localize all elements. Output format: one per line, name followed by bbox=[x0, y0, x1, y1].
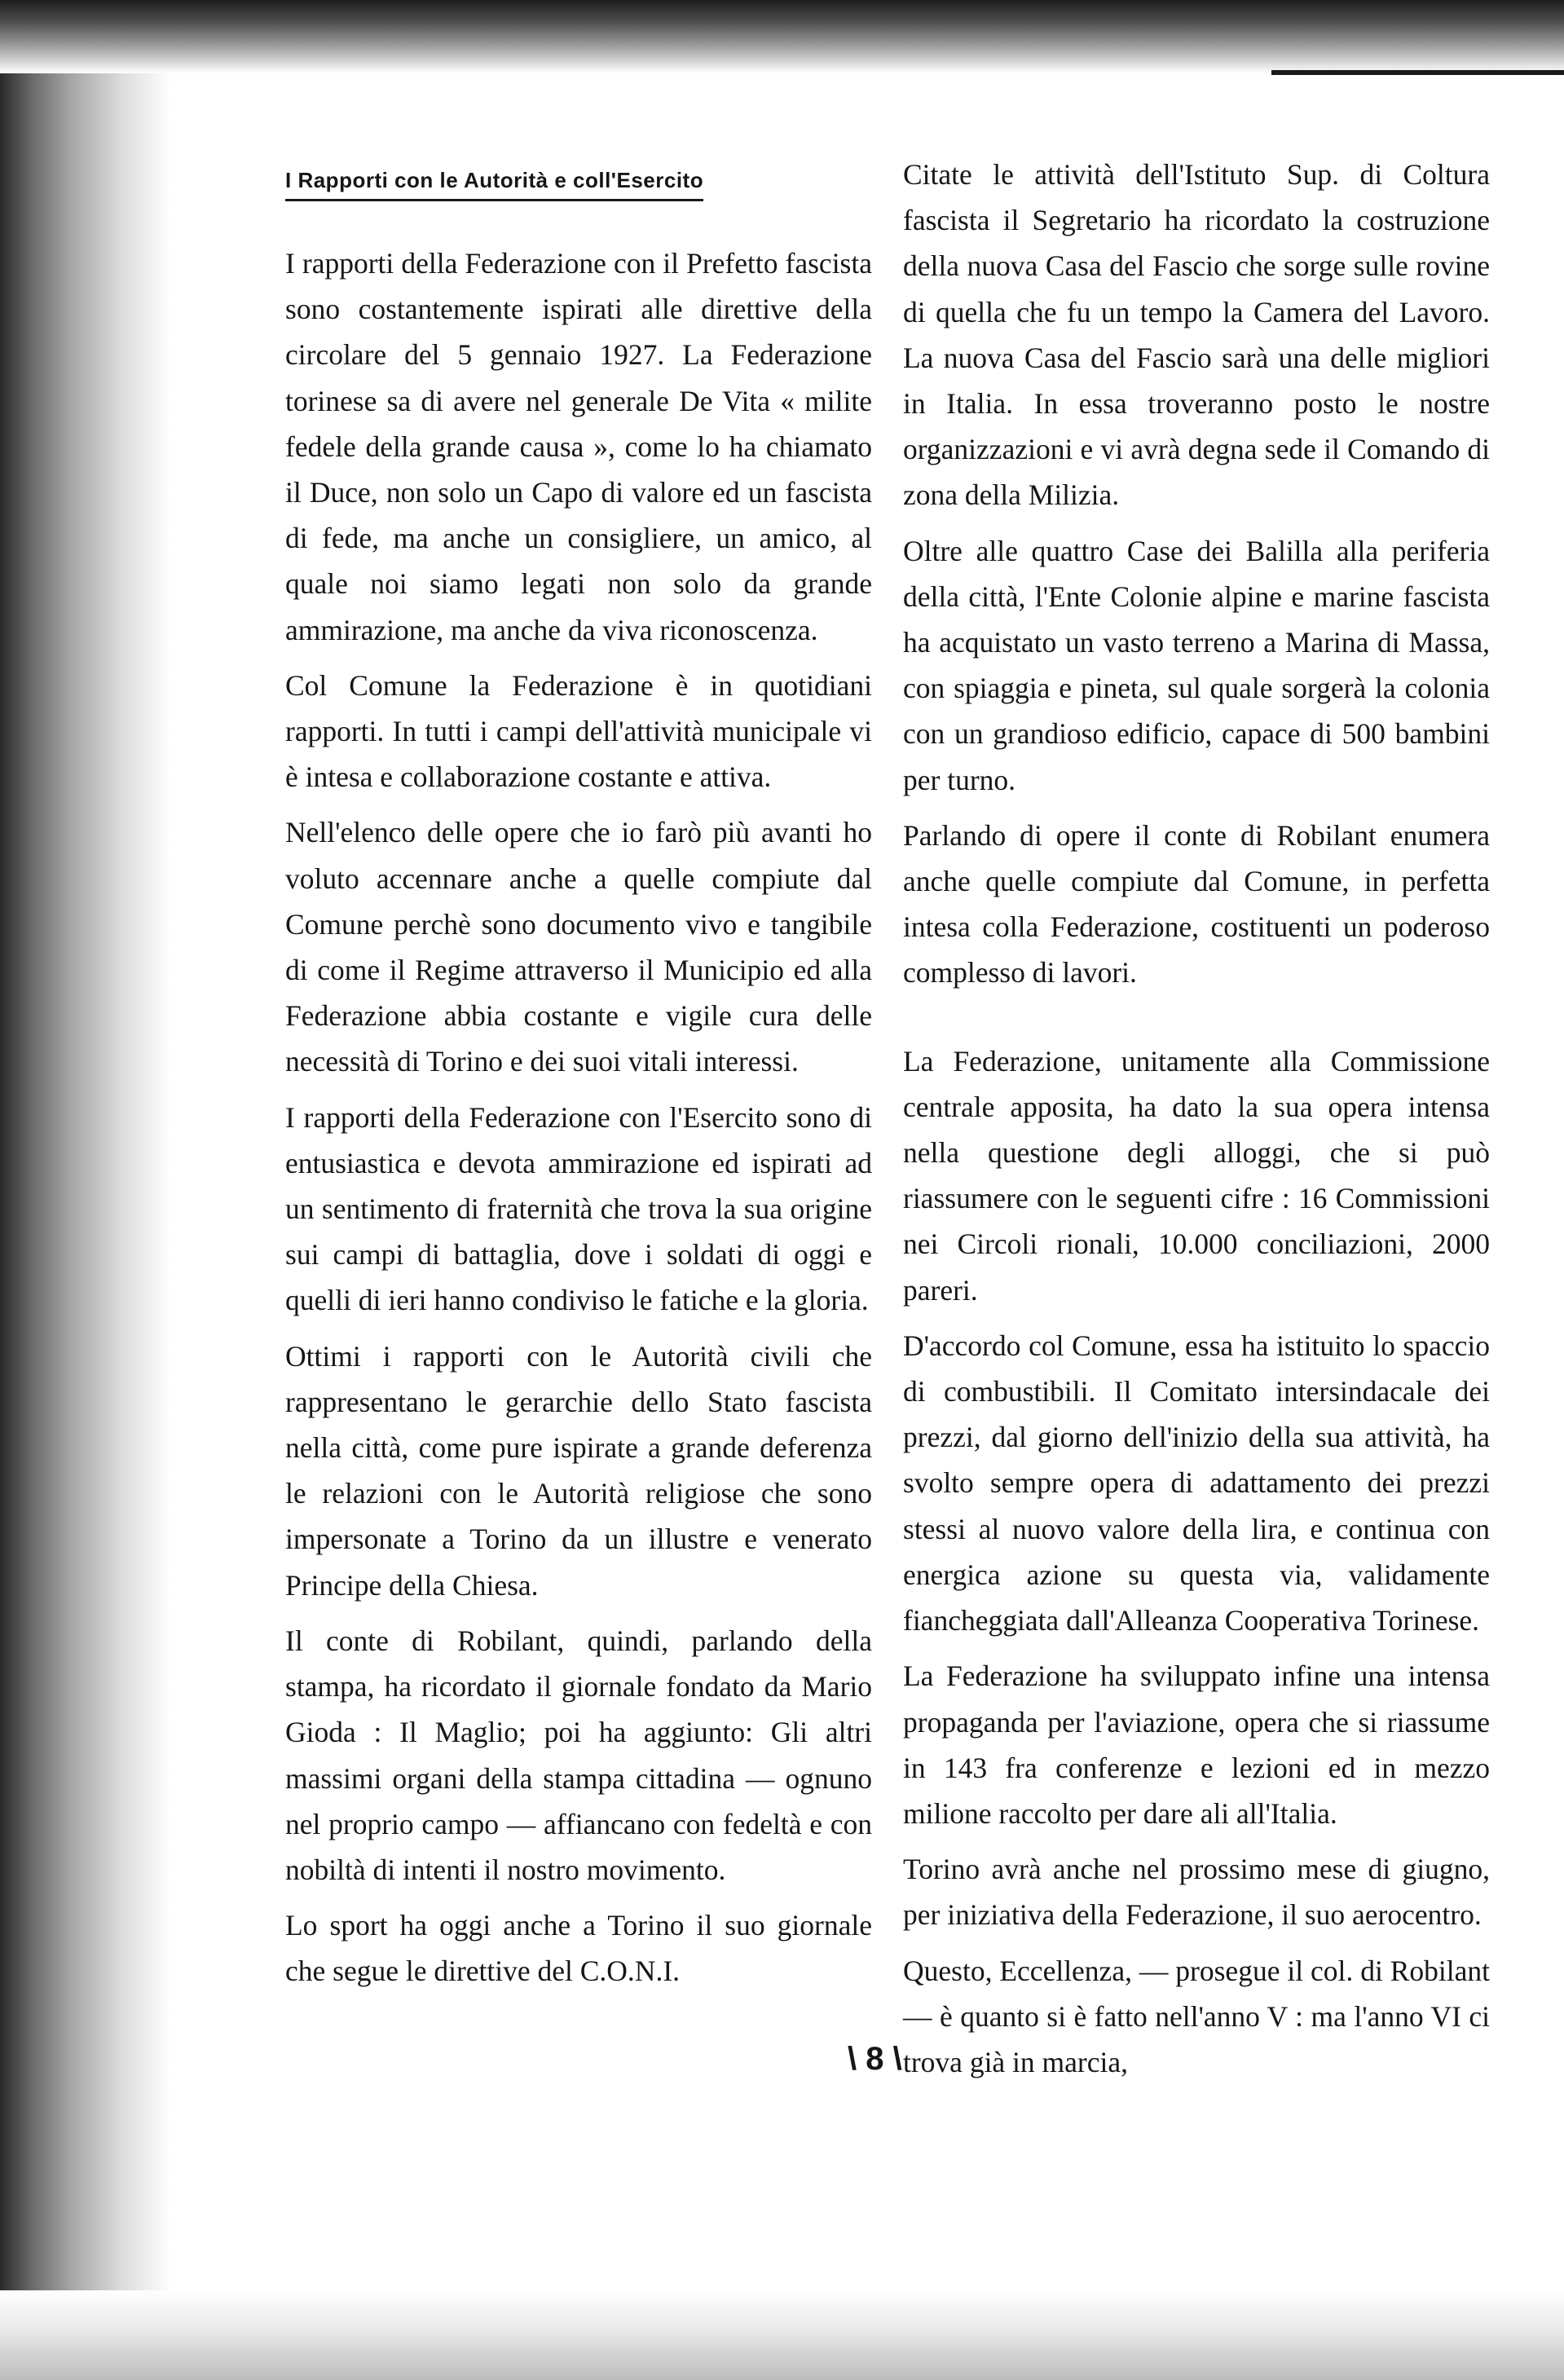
page-number-mark-left: \ bbox=[848, 2041, 857, 2077]
paragraph: Parlando di opere il conte di Robilant enumera anche quelle compiute dal Comune, in perfetta intesa colla Federazione, costituenti un poderoso complesso di lavori. bbox=[903, 818, 1490, 989]
paragraph: Oltre alle quattro Case dei Balilla alla periferia della città, l'Ente Colonie alpine e marine fascista ha acquistato un vasto terreno a Marina di Massa, con spiaggia e pineta, sul quale sorgerà la colonia con un grandioso edificio, capace di 500 bambini per turno. bbox=[903, 534, 1490, 796]
paragraph: La Federazione ha sviluppato infine una intensa propaganda per l'aviazione, opera che si riassume in 143 fra conferenze e lezioni ed in mezzo milione raccolto per dare ali all'Italia. bbox=[903, 1659, 1490, 1830]
page-number-value: 8 bbox=[866, 2041, 884, 2077]
paragraph: I rapporti della Federazione con l'Esercito sono di entusiastica e devota ammirazione ed ispirati ad un sentimento di fraternità che trova la sua origine sui campi di battaglia, dove i soldati di oggi e quelli di ieri hanno condiviso le fatiche e la gloria. bbox=[285, 1100, 872, 1317]
section-heading: I Rapporti con le Autorità e coll'Esercito bbox=[285, 166, 703, 201]
paragraph: La Federazione, unitamente alla Commissione centrale apposita, ha dato la sua opera intensa nella questione degli alloggi, che si può riassumere con le seguenti cifre : 16 Commissioni nei Circoli rionali, 10.000 conciliazioni, 2000 pareri. bbox=[903, 1044, 1490, 1307]
left-column bbox=[285, 155, 872, 2004]
scan-shadow-left bbox=[0, 0, 171, 2380]
right-column bbox=[903, 152, 1490, 2095]
paragraph: Questo, Eccellenza, — prosegue il col. di Robilant — è quanto si è fatto nell'anno V : ma l'anno VI ci trova già in marcia, bbox=[903, 1954, 1490, 2078]
paragraph: Ottimi i rapporti con le Autorità civili che rappresentano le gerarchie dello Stato fascista nella città, come pure ispirate a grande deferenza le relazioni con le Autorità religiose che sono impersonate a Torino da un illustre e venerato Principe della Chiesa. bbox=[285, 1339, 872, 1602]
page-number-mark-right: \ bbox=[892, 2041, 902, 2077]
scan-shadow-top bbox=[0, 0, 1564, 73]
scan-shadow-bottom bbox=[0, 2290, 1564, 2380]
paragraph: Il conte di Robilant, quindi, parlando della stampa, ha ricordato il giornale fondato da Mario Gioda : Il Maglio; poi ha aggiunto: Gli altri massimi organi della stampa cittadina — ognuno nel proprio campo — affiancano con fedeltà e con nobiltà di intenti il nostro movimento. bbox=[285, 1624, 872, 1886]
paragraph: Lo sport ha oggi anche a Torino il suo giornale che segue le direttive del C.O.N.I. bbox=[285, 1909, 872, 1988]
paragraph: Torino avrà anche nel prossimo mese di giugno, per iniziativa della Federazione, il suo aerocentro. bbox=[903, 1853, 1490, 1932]
scan-edge-line bbox=[1271, 70, 1564, 75]
paragraph: Citate le attività dell'Istituto Sup. di Coltura fascista il Segretario ha ricordato la costruzione della nuova Casa del Fascio che sorge sulle rovine di quella che fu un tempo la Camera del Lavoro. La nuova Casa del Fascio sarà una delle migliori in Italia. In essa troveranno posto le nostre organizzazioni e vi avrà degna sede il Comando di zona della Milizia. bbox=[903, 158, 1490, 512]
paragraph: D'accordo col Comune, essa ha istituito lo spaccio di combustibili. Il Comitato intersindacale dei prezzi, dal giorno dell'inizio della sua attività, ha svolto sempre opera di adattamento dei prezzi stessi al nuovo valore della lira, e continua con energica azione su questa via, validamente fiancheggiata dall'Alleanza Cooperativa Torinese. bbox=[903, 1329, 1490, 1637]
paragraph: Nell'elenco delle opere che io farò più avanti ho voluto accennare anche a quelle compiute dal Comune perchè sono documento vivo e tangibile di come il Regime attraverso il Municipio ed alla Federazione abbia costante e vigile cura delle necessità di Torino e dei suoi vitali interessi. bbox=[285, 816, 872, 1078]
paragraph: I rapporti della Federazione con il Prefetto fascista sono costantemente ispirati alle direttive della circolare del 5 gennaio 1927. La Federazione torinese sa di avere nel generale De Vita « milite fedele della grande causa », come lo ha chiamato il Duce, non solo un Capo di valore ed un fascista di fede, ma anche un consigliere, un amico, al quale noi siamo legati non solo da grande ammirazione, ma anche da viva riconoscenza. bbox=[285, 247, 872, 646]
page-number bbox=[848, 2039, 902, 2078]
paragraph: Col Comune la Federazione è in quotidiani rapporti. In tutti i campi dell'attività municipale vi è intesa e collaborazione costante e attiva. bbox=[285, 668, 872, 794]
